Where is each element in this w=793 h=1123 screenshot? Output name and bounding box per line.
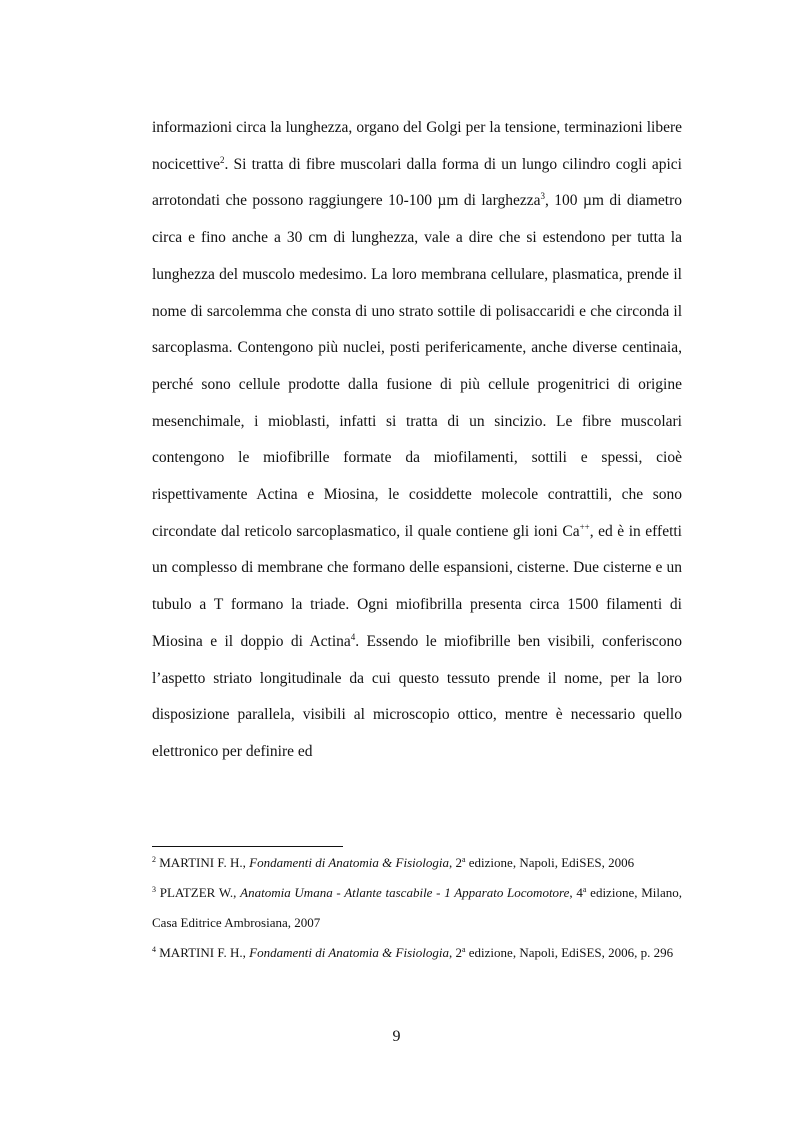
footnote-edition: , 4 <box>569 885 583 900</box>
footnote-edition: , 2 <box>448 945 462 960</box>
footnote-number: 2 <box>152 855 156 864</box>
footnote-4 <box>152 938 682 968</box>
footnote-2 <box>152 848 682 878</box>
footnote-publisher: edizione, Napoli, EdiSES, 2006 <box>465 855 635 870</box>
footnote-publisher: edizione, Milano, Casa Editrice Ambrosiana, 2007 <box>152 885 682 930</box>
footnote-title: Fondamenti di Anatomia & Fisiologia <box>249 945 449 960</box>
footnote-publisher: edizione, Napoli, EdiSES, 2006, p. 296 <box>465 945 674 960</box>
calcium-charge-superscript: ++ <box>579 521 590 532</box>
footnote-separator <box>152 846 343 847</box>
edition-ordinal: a <box>461 945 466 954</box>
footnote-ref-3[interactable]: 3 <box>540 191 545 202</box>
text-segment: . Si tratta di fibre muscolari dalla forma di un lungo cilindro cogli apici arrotondati che possono raggiungere 10-100 µm di larghezza <box>152 155 682 210</box>
text-segment: . Essendo le miofibrille ben visibili, conferiscono l’aspetto striato longitudinale da cui questo tessuto prende il nome, per la loro disposizione parallela, visibili al microscopio ottico, mentre è necessario quello elettronico per definire ed <box>152 632 682 760</box>
footnote-authors: PLATZER W., <box>156 885 241 900</box>
footnote-ref-4[interactable]: 4 <box>350 631 356 642</box>
edition-ordinal: a <box>582 885 587 894</box>
text-segment: , 100 µm di diametro circa e fino anche a 30 cm di lunghezza, vale a dire che si estendono per tutta la lunghezza del muscolo medesimo. La loro membrana cellulare, plasmatica, prende il nome di sarcolemma che consta di uno strato sottile di polisaccaridi e che circonda il sarcoplasma. Contengono più nuclei, posti perifericamente, anche diverse centinaia, perché sono cellule prodotte dalla fusione di più cellule progenitrici di origine mesenchimale, i mioblasti, infatti si tratta di un sincizio. Le fibre muscolari contengono le miofibrille formate da miofilamenti, sottili e spessi, cioè rispettivamente Actina e Miosina, le cosiddette molecole contrattili, che sono circondate dal reticolo sarcoplasmatico, il quale contiene gli ioni Ca <box>152 192 682 540</box>
footnote-title: Anatomia Umana - Atlante tascabile - 1 Apparato Locomotore <box>240 885 570 900</box>
body-paragraph <box>152 110 682 771</box>
footnote-authors: MARTINI F. H., <box>156 855 250 870</box>
edition-ordinal: a <box>461 855 466 864</box>
text-segment: , ed è in effetti un complesso di membrane che formano delle espansioni, cisterne. Due cisterne e un tubulo a T formano la triade. Ogni miofibrilla presenta circa 1500 filamenti di Miosina e il doppio di Actina <box>152 522 682 650</box>
footnote-3 <box>152 878 682 938</box>
text-segment: informazioni circa la lunghezza, organo del Golgi per la tensione, terminazioni libere nocicettive <box>152 119 682 173</box>
footnote-ref-2[interactable]: 2 <box>220 154 225 165</box>
footnote-number: 4 <box>152 945 156 954</box>
footnote-edition: , 2 <box>448 855 462 870</box>
footnote-number: 3 <box>152 885 156 894</box>
footnote-authors: MARTINI F. H., <box>156 945 250 960</box>
page-number: 9 <box>392 1028 401 1045</box>
footnote-title: Fondamenti di Anatomia & Fisiologia <box>249 855 449 870</box>
footnotes <box>152 848 682 968</box>
